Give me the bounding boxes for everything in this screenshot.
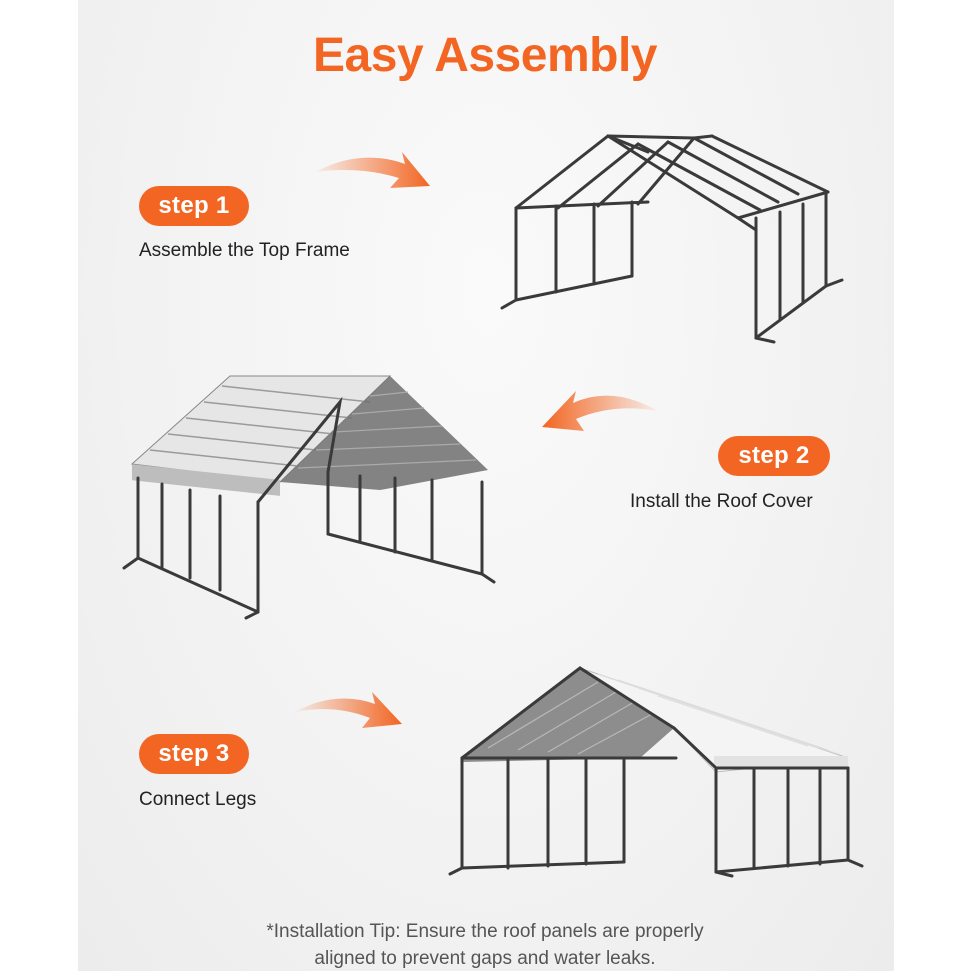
- step-1-caption: Assemble the Top Frame: [139, 240, 350, 261]
- step-3-caption: Connect Legs: [139, 789, 257, 810]
- arrow-right-icon: [290, 686, 410, 736]
- carport-roof-image: [120, 362, 500, 622]
- installation-tip: [0, 918, 970, 972]
- carport-complete-image: [448, 662, 868, 877]
- step-2-badge: step 2: [718, 436, 830, 476]
- carport-frame-image: [498, 130, 848, 345]
- step-1-badge: step 1: [139, 186, 249, 226]
- arrow-right-icon: [310, 140, 440, 200]
- tip-line-2: aligned to prevent gaps and water leaks.: [314, 948, 656, 969]
- arrow-left-icon: [538, 385, 663, 440]
- step-2-caption: Install the Roof Cover: [630, 491, 813, 512]
- step-3-badge: step 3: [139, 734, 249, 774]
- tip-line-1: *Installation Tip: Ensure the roof panels are properly: [266, 921, 704, 942]
- page-title: Easy Assembly: [313, 29, 657, 82]
